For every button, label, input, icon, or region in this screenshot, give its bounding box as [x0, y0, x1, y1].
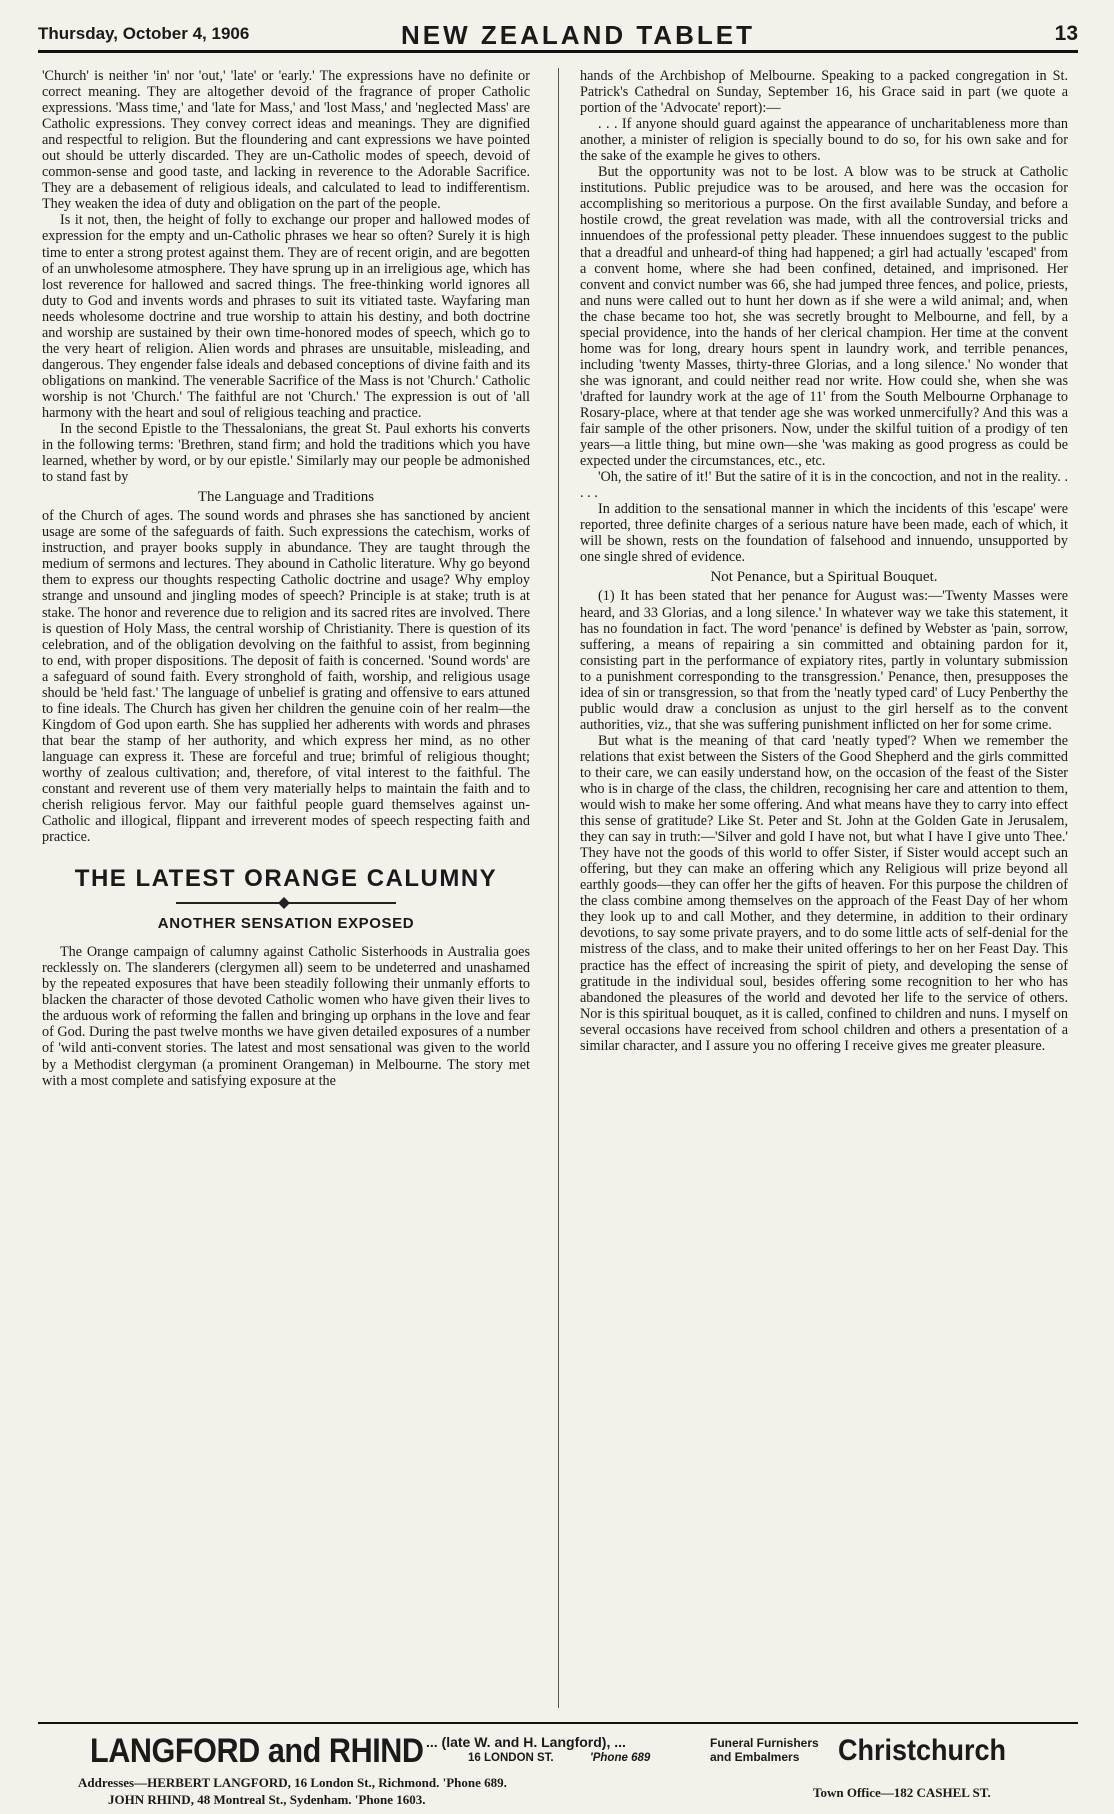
footer-divider: [38, 1722, 1078, 1724]
ad-phone: 'Phone 689: [590, 1752, 651, 1764]
body-paragraph: In the second Epistle to the Thessalonians, the great St. Paul exhorts his converts in the following terms: 'Brethren, stand firm; and hold the traditions which you have learned, whether by word, or by our epistle.' Similarly may our people be admonished to stand fast by: [42, 421, 530, 486]
body-paragraph: of the Church of ages. The sound words and phrases she has sanctioned by ancient usage are some of the safeguards of faith. Such expressions the catechism, works of instruction, and prayer books supply in abundance. They are taught through the medium of sermons and lectures. They abound in Catholic literature. Why go beyond them to express our thoughts respecting Catholic doctrine and usage? Why employ strange and unsound and jingling modes of speech? Principle is at stake; truth is at stake. The honor and reverence due to religion and its sacred rites are involved. There is question of Holy Mass, the central worship of Christianity. There is question of its celebration, and of the obligation devolving on the faithful to assist, from beginning to end, with proper dispositions. The deposit of faith is concerned. 'Sound words' are a safeguard of sound faith. Every stronghold of faith, worship, and religious usage should be 'held fast.' The language of unbelief is grating and offensive to ears attuned to fine ideals. The Church has given her children the genuine coin of her realm—the Kingdom of God upon earth. She has supplied her adherents with words and phrases that bear the stamp of her authority, and which express her mind, as no other language can express it. These are forceful and true; brimful of religious thought; worthy of zealous cultivation; and, therefore, of vital interest to the faithful. The constant and reverent use of them very materially helps to maintain the faith and to cherish religious fervor. May our faithful people guard themselves against un-Catholic and illogical, flippant and irreverent modes of speech respecting faith and practice.: [42, 508, 530, 846]
left-column: [42, 68, 530, 1089]
right-column: [580, 68, 1068, 1054]
ad-address: JOHN RHIND, 48 Montreal St., Sydenham. 'Phone 1603.: [108, 1792, 426, 1807]
masthead: [38, 10, 1078, 53]
ad-address: Addresses—HERBERT LANGFORD, 16 London St., Richmond. 'Phone 689.: [78, 1775, 507, 1790]
body-paragraph: 'Church' is neither 'in' nor 'out,' 'late' or 'early.' The expressions have no definite or correct meaning. They are altogether devoid of the fragrance of proper Catholic expressions. 'Mass time,' and 'late for Mass,' and 'lost Mass,' and 'neglected Mass' are Catholic expressions. They convey correct ideas and meanings. They are dignified and respectful to religion. But the floundering and cant expressions we have pointed out should be utterly discarded. They are un-Catholic modes of speech, devoid of common-sense and good taste, and lacking in reverence to the Adorable Sacrifice. They are a debasement of religious ideals, and calculated to lead to indifferentism. They weaken the idea of duty and obligation on the part of the people.: [42, 68, 530, 213]
body-paragraph: But the opportunity was not to be lost. A blow was to be struck at Catholic institutions. Public prejudice was to be aroused, and here was the occasion for accomplishing so meritorious a purpose. On the first available Sunday, and before a hostile crowd, the great revelation was made, with all the controversial tricks and innuendoes of the professional petty pleader. These innuendoes suggest to the public that a dreadful and unheard-of thing had happened; a girl had actually 'escaped' from a convent home, where she had been confined, detained, and imprisoned. Her convent and convict number was 66, she had jumped three fences, and police, priests, and nuns were called out to hunt her down as if she were a wild animal; and, when the chase became too hot, she was secretly brought to Melbourne, and fell, by a special providence, into the hands of her clerical champion. Her time at the convent home was for long, dreary hours spent in laundry work, and terrible penances, including 'twenty Masses, thirty-three Glorias, and a long silence.' No wonder that she was ignorant, and could neither read nor write. How could she, when she was 'drafted for laundry work at the age of 11' from the South Melbourne Orphanage to Rosary-place, where at that tender age she was worked unmercifully? And this was a fair sample of the other prisoners. Now, under the skilful tuition of a prodigy of ten years—a little thing, but mine own—she 'was making as good progress as could be expected under the circumstances, etc., etc.: [580, 164, 1068, 470]
body-paragraph: Is it not, then, the height of folly to exchange our proper and hallowed modes of expression for the empty and un-Catholic phrases we hear so often? Surely it is high time to enter a strong protest against them. They are of recent origin, and are begotten of an unwholesome atmosphere. They have sprung up in an irreligious age, which has lost reverence for hallowed and sacred things. The free-thinking world ignores all duty to God and invents words and phrases to suit its vitiated taste. Wayfaring man needs wholesome doctrine and true worship to attain his destiny, and both doctrine and worship are sustained by their own time-honored modes of speech, which go to the very heart of religion. Alien words and phrases are unsuitable, misleading, and dangerous. They engender false ideals and debased conceptions of divine faith and its obligations on mankind. The venerable Sacrifice of the Mass is not 'Church.' Catholic worship is not 'Church.' The faithful are not 'Church.' The expression is out of 'all harmony with the heart and soul of religious teaching and practice.: [42, 212, 530, 421]
body-paragraph: (1) It has been stated that her penance for August was:—'Twenty Masses were heard, and 33 Glorias, and a long silence.' In whatever way we take this statement, it has no foundation in fact. The word 'penance' is defined by Webster as 'pain, sorrow, suffering, a means of repairing a sin committed and obtaining pardon for it, consisting part in the performance of expiatory rites, partly in voluntary submission to a punishment corresponding to the transgression.' Penance, then, presupposes the idea of sin or transgression, so that from the 'neatly typed card' of Lucy Penberthy the public would draw a conclusion as unjust to the girl herself as to the convent authorities, viz., that she was suffering punishment inflicted on her for some crime.: [580, 588, 1068, 733]
body-paragraph: hands of the Archbishop of Melbourne. Speaking to a packed congregation in St. Patrick's Cathedral on Sunday, September 16, his Grace said in part (we quote a portion of the 'Advocate' report):—: [580, 68, 1068, 117]
ad-services-line: Funeral Furnishers: [710, 1736, 819, 1750]
body-paragraph: In addition to the sensational manner in which the incidents of this 'escape' were reported, three definite charges of a serious nature have been made, each of which, it will be shown, rests on the foundation of falsehood and innuendo, unsupported by one single shred of evidence.: [580, 501, 1068, 566]
article-title: THE LATEST ORANGE CALUMNY: [74, 865, 498, 893]
newspaper-title: NEW ZEALAND TABLET: [401, 20, 755, 50]
title-ornament: [176, 897, 396, 909]
page-number: 13: [1054, 22, 1078, 45]
ad-brand: LANGFORD and RHIND: [90, 1732, 424, 1770]
body-paragraph: But what is the meaning of that card 'neatly typed'? When we remember the relations that exist between the Sisters of the Good Shepherd and the girls committed to their care, we can easily understand how, on the occasion of the feast of the Sister who is in charge of the class, the children, recognising her care and attention to them, would wish to make her some offering. And what means have they to carry into effect this sense of gratitude? Like St. Peter and St. John at the Golden Gate in Jerusalem, they can say in truth:—'Silver and gold I have not, but what I have I give unto Thee.' They have not the goods of this world to offer Sister, if Sister would accept such an offering, but they can make an offering which any Religious will prize beyond all earthly goods—they can offer her the gifts of heaven. For this purpose the children of the class combine among themselves on the approach of the Feast Day of her whom they look up to and call Mother, and they determine, in addition to their ordinary devotions, to say some private prayers, and to do some little acts of self-denial for the mistress of the class, and to make their united offerings to her on her Feast Day. This practice has the effect of increasing the spirit of piety, and developing the sense of gratitude in the individual soul, besides offering some recognition to her who has abandoned the pleasures of the world and devoted her life to the service of others. Nor is this spiritual bouquet, as it is called, confined to children and nuns. I myself on several occasions have received from school children and others a presentation of a similar character, and I assure you no offering I receive gives me greater pleasure.: [580, 732, 1068, 1054]
column-divider: [558, 68, 559, 1708]
article-subtitle: ANOTHER SENSATION EXPOSED: [157, 915, 415, 933]
ad-town-office: Town Office—182 CASHEL ST.: [813, 1785, 991, 1800]
issue-date: Thursday, October 4, 1906: [38, 24, 250, 43]
section-subhead: The Language and Traditions: [197, 489, 375, 506]
ad-predecessor: ... (late W. and H. Langford), ...: [426, 1734, 626, 1750]
body-paragraph: 'Oh, the satire of it!' But the satire of it is in the concoction, and not in the reality. . . . .: [580, 469, 1068, 502]
section-subhead: Not Penance, but a Spiritual Bouquet.: [710, 569, 938, 586]
ad-services-line: and Embalmers: [710, 1750, 800, 1765]
advertisement: [38, 1728, 1078, 1808]
quoted-paragraph: . . . If anyone should guard against the appearance of uncharitableness more than another, a minister of religion is specially bound to do so, for his own sake and for the sake of the example he gives to others.: [580, 116, 1068, 165]
ad-street: 16 LONDON ST.: [468, 1752, 554, 1764]
ad-city: Christchurch: [838, 1734, 1007, 1767]
body-paragraph: The Orange campaign of calumny against Catholic Sisterhoods in Australia goes recklessly on. The slanderers (clergymen all) seem to be undeterred and unashamed by the repeated exposures that have been steadily following their unmanly efforts to blacken the character of those devoted Catholic women who have given their lives to the arduous work of reforming the fallen and bringing up orphans in the love and fear of God. During the past twelve months we have given detailed exposures of a number of 'wild anti-convent stories. The latest and most sensational was given to the world by a Methodist clergyman (a prominent Orangeman) in Melbourne. The story met with a most complete and satisfying exposure at the: [42, 944, 530, 1089]
ad-services: [710, 1736, 819, 1765]
